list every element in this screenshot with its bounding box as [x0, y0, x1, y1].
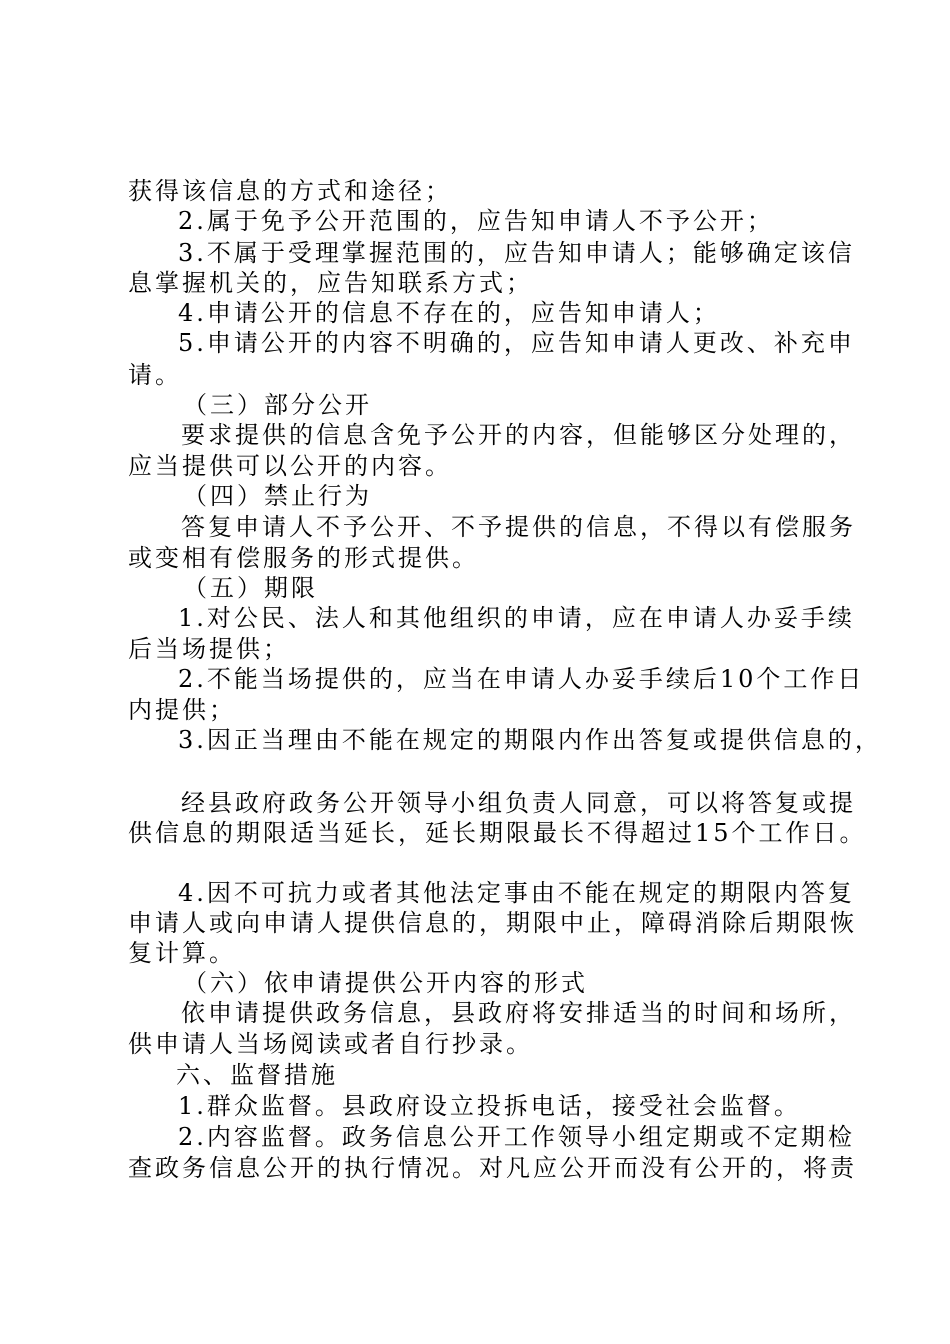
- text-line: 息掌握机关的，应告知联系方式；: [128, 269, 533, 297]
- text-line: 2.内容监督。政务信息公开工作领导小组定期或不定期检: [178, 1123, 855, 1151]
- text-line: 5.申请公开的内容不明确的，应告知申请人更改、补充申: [178, 329, 855, 357]
- text-line: 要求提供的信息含免予公开的内容，但能够区分处理的，: [181, 421, 856, 449]
- text-line: 申请人或向申请人提供信息的，期限中止，障碍消除后期限恢: [128, 909, 857, 937]
- text-line: 内提供；: [128, 696, 236, 724]
- text-line: 经县政府政务公开领导小组负责人同意，可以将答复或提: [181, 789, 856, 817]
- section-heading: （六）依申请提供公开内容的形式: [183, 969, 588, 997]
- text-line: 4.因不可抗力或者其他法定事由不能在规定的期限内答复: [178, 879, 855, 907]
- text-line: 1.群众监督。县政府设立投拆电话，接受社会监督。: [178, 1092, 801, 1120]
- text-line: 获得该信息的方式和途径；: [128, 177, 452, 205]
- text-line: 3.不属于受理掌握范围的，应告知申请人；能够确定该信: [178, 239, 855, 267]
- section-heading: 六、监督措施: [176, 1061, 338, 1089]
- text-line: 请。: [128, 361, 182, 389]
- text-line: 查政务信息公开的执行情况。对凡应公开而没有公开的，将责: [128, 1154, 857, 1182]
- text-line: 或变相有偿服务的形式提供。: [128, 544, 479, 572]
- text-line: 供申请人当场阅读或者自行抄录。: [128, 1030, 533, 1058]
- section-heading: （四）禁止行为: [183, 482, 372, 510]
- text-line: 3.因正当理由不能在规定的期限内作出答复或提供信息的，: [178, 726, 882, 754]
- text-line: 4.申请公开的信息不存在的，应告知申请人；: [178, 299, 720, 327]
- text-line: 1.对公民、法人和其他组织的申请，应在申请人办妥手续: [178, 604, 855, 632]
- text-line: 答复申请人不予公开、不予提供的信息，不得以有偿服务: [181, 513, 856, 541]
- section-heading: （五）期限: [183, 574, 318, 602]
- text-line: 应当提供可以公开的内容。: [128, 452, 452, 480]
- text-line: 2.属于免予公开范围的，应告知申请人不予公开；: [178, 207, 774, 235]
- section-heading: （三）部分公开: [183, 391, 372, 419]
- text-line: 2.不能当场提供的，应当在申请人办妥手续后10个工作日: [178, 665, 865, 693]
- text-line: 供信息的期限适当延长，延长期限最长不得超过15个工作日。: [128, 819, 867, 847]
- text-line: 后当场提供；: [128, 635, 290, 663]
- text-line: 复计算。: [128, 939, 236, 967]
- text-line: 依申请提供政务信息，县政府将安排适当的时间和场所，: [181, 999, 856, 1027]
